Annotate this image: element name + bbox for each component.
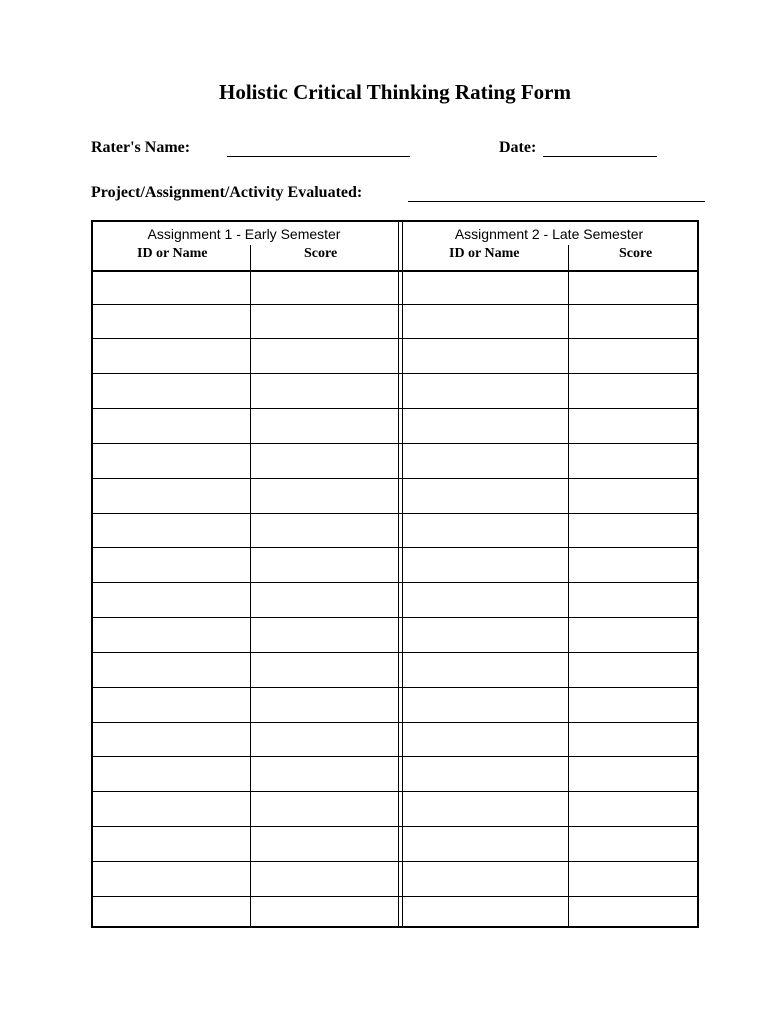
row-rule: [93, 513, 697, 514]
row-rule: [93, 652, 697, 653]
group-title-assignment-1: Assignment 1 - Early Semester: [147, 226, 341, 242]
raters-name-label: Rater's Name:: [91, 139, 191, 156]
group-divider-left: [398, 222, 399, 926]
row-rule: [93, 443, 697, 444]
row-rule: [93, 896, 697, 897]
row-rule: [93, 547, 697, 548]
row-rule: [93, 861, 697, 862]
col-divider-2: [568, 245, 569, 926]
row-rule: [93, 582, 697, 583]
col-header-id-1: ID or Name: [137, 246, 208, 261]
date-label: Date:: [499, 139, 537, 156]
row-rule: [93, 304, 697, 305]
col-header-id-2: ID or Name: [449, 246, 520, 261]
project-label: Project/Assignment/Activity Evaluated:: [91, 184, 363, 201]
row-rule: [93, 338, 697, 339]
row-rule: [93, 791, 697, 792]
project-field[interactable]: [408, 201, 705, 202]
col-header-score-2: Score: [619, 246, 653, 261]
col-header-score-1: Score: [304, 246, 338, 261]
raters-name-field[interactable]: [227, 156, 410, 157]
row-rule: [93, 826, 697, 827]
row-rule: [93, 756, 697, 757]
group-title-assignment-2: Assignment 2 - Late Semester: [454, 226, 644, 242]
col-divider-1: [250, 245, 251, 926]
rating-table: [91, 220, 699, 928]
group-divider-right: [402, 222, 403, 926]
row-rule: [93, 687, 697, 688]
row-rule: [93, 617, 697, 618]
row-rule: [93, 478, 697, 479]
header-rule: [93, 270, 697, 272]
row-rule: [93, 373, 697, 374]
date-field[interactable]: [543, 156, 657, 157]
row-rule: [93, 408, 697, 409]
row-rule: [93, 722, 697, 723]
form-title: Holistic Critical Thinking Rating Form: [219, 80, 571, 104]
